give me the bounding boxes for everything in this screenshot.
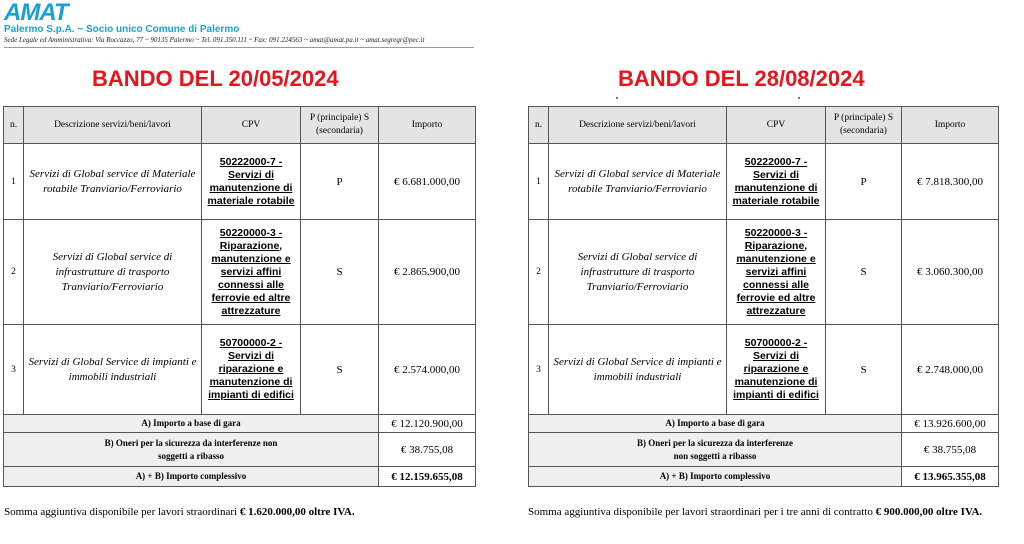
summary-row-total bbox=[4, 467, 476, 487]
letterhead bbox=[4, 2, 474, 48]
summary-total-value: € 13.965.355,08 bbox=[902, 467, 999, 487]
row-number: 3 bbox=[4, 325, 24, 415]
table-header-row bbox=[529, 107, 999, 144]
row-ps: P bbox=[301, 144, 379, 220]
summary-row-total bbox=[529, 467, 999, 487]
row-description: Servizi di Global service di Materiale rotabile Tranviario/Ferroviario bbox=[549, 144, 727, 220]
row-description: Servizi di Global service di Materiale rotabile Tranviario/Ferroviario bbox=[24, 144, 202, 220]
right-bando-title: BANDO DEL 28/08/2024 bbox=[618, 66, 865, 91]
summary-row-b bbox=[4, 433, 476, 467]
table-row bbox=[4, 220, 476, 325]
row-cpv: 50700000-2 - Servizi di riparazione e manutenzione di impianti di edifici bbox=[727, 325, 826, 415]
summary-row-a bbox=[4, 415, 476, 433]
col-header-ps: P (principale) S (secondaria) bbox=[826, 107, 902, 144]
table-row bbox=[529, 325, 999, 415]
col-header-cpv: CPV bbox=[727, 107, 826, 144]
left-note-text: Somma aggiuntiva disponibile per lavori straordinari bbox=[4, 506, 240, 518]
table-row bbox=[529, 144, 999, 220]
table-row bbox=[4, 144, 476, 220]
summary-a-label: A) Importo a base di gara bbox=[529, 415, 902, 433]
company-address: Sede Legale ed Amministrativa: Via Roccazzo, 77 ~ 90135 Palermo ~ Tel. 091.350.111 ~ Fax: 091.224563 ~ amat@amat.pa.it ~ amat.segregr@pec.it bbox=[4, 36, 425, 44]
summary-b-value: € 38.755,08 bbox=[379, 433, 476, 467]
col-header-cpv: CPV bbox=[202, 107, 301, 144]
table-row bbox=[529, 220, 999, 325]
row-ps: S bbox=[826, 220, 902, 325]
right-note-amount: € 900.000,00 oltre IVA. bbox=[875, 506, 983, 518]
col-header-importo: Importo bbox=[902, 107, 999, 144]
row-description: Servizi di Global service di infrastrutture di trasporto Tranviario/Ferroviario bbox=[549, 220, 727, 325]
right-note-text: Somma aggiuntiva disponibile per lavori straordinari per i tre anni di contratto bbox=[528, 506, 876, 518]
row-ps: S bbox=[301, 325, 379, 415]
row-description: Servizi di Global Service di impianti e immobili industriali bbox=[549, 325, 727, 415]
row-ps: P bbox=[826, 144, 902, 220]
row-importo: € 2.748.000,00 bbox=[902, 325, 999, 415]
row-ps: S bbox=[301, 220, 379, 325]
summary-b-label: B) Oneri per la sicurezza da interferenze non soggetti a ribasso bbox=[4, 433, 379, 467]
left-note-amount: € 1.620.000,00 oltre IVA. bbox=[239, 506, 355, 518]
table-header-row bbox=[4, 107, 476, 144]
row-cpv: 50222000-7 - Servizi di manutenzione di materiale rotabile bbox=[202, 144, 301, 220]
summary-row-a bbox=[529, 415, 999, 433]
summary-total-value: € 12.159.655,08 bbox=[379, 467, 476, 487]
row-importo: € 6.681.000,00 bbox=[379, 144, 476, 220]
row-cpv: 50220000-3 - Riparazione, manutenzione e servizi affini connessi alle ferrovie ed altre attrezzature bbox=[202, 220, 301, 325]
summary-a-value: € 13.926.600,00 bbox=[902, 415, 999, 433]
summary-b-label: B) Oneri per la sicurezza da interferenze non soggetti a ribasso bbox=[529, 433, 902, 467]
summary-total-label: A) + B) Importo complessivo bbox=[4, 467, 379, 487]
table-row bbox=[4, 325, 476, 415]
col-header-n: n. bbox=[529, 107, 549, 144]
col-header-ps: P (principale) S (secondaria) bbox=[301, 107, 379, 144]
row-number: 2 bbox=[4, 220, 24, 325]
left-tender-table bbox=[3, 106, 476, 487]
right-additional-note bbox=[528, 504, 1000, 520]
amat-logo: AMAT bbox=[4, 0, 68, 26]
summary-a-label: A) Importo a base di gara bbox=[4, 415, 379, 433]
left-bando-title: BANDO DEL 20/05/2024 bbox=[92, 66, 339, 91]
col-header-n: n. bbox=[4, 107, 24, 144]
row-cpv: 50220000-3 - Riparazione, manutenzione e servizi affini connessi alle ferrovie ed altre attrezzature bbox=[727, 220, 826, 325]
col-header-importo: Importo bbox=[379, 107, 476, 144]
header-divider bbox=[4, 47, 474, 48]
col-header-desc: Descrizione servizi/beni/lavori bbox=[24, 107, 202, 144]
row-number: 1 bbox=[4, 144, 24, 220]
right-tender-table bbox=[528, 106, 999, 487]
row-ps: S bbox=[826, 325, 902, 415]
left-additional-note bbox=[4, 504, 474, 520]
scan-dot bbox=[798, 97, 800, 99]
row-importo: € 7.818.300,00 bbox=[902, 144, 999, 220]
row-description: Servizi di Global service di infrastrutture di trasporto Tranviario/Ferroviario bbox=[24, 220, 202, 325]
company-name: Palermo S.p.A. ~ Socio unico Comune di Palermo bbox=[4, 24, 240, 35]
col-header-desc: Descrizione servizi/beni/lavori bbox=[549, 107, 727, 144]
row-cpv: 50700000-2 - Servizi di riparazione e manutenzione di impianti di edifici bbox=[202, 325, 301, 415]
row-cpv: 50222000-7 - Servizi di manutenzione di materiale rotabile bbox=[727, 144, 826, 220]
row-importo: € 3.060.300,00 bbox=[902, 220, 999, 325]
summary-total-label: A) + B) Importo complessivo bbox=[529, 467, 902, 487]
row-importo: € 2.865.900,00 bbox=[379, 220, 476, 325]
summary-a-value: € 12.120.900,00 bbox=[379, 415, 476, 433]
row-description: Servizi di Global Service di impianti e immobili industriali bbox=[24, 325, 202, 415]
row-number: 3 bbox=[529, 325, 549, 415]
row-importo: € 2.574.000,00 bbox=[379, 325, 476, 415]
scan-dot bbox=[616, 97, 618, 99]
summary-b-value: € 38.755,08 bbox=[902, 433, 999, 467]
row-number: 1 bbox=[529, 144, 549, 220]
summary-row-b bbox=[529, 433, 999, 467]
row-number: 2 bbox=[529, 220, 549, 325]
